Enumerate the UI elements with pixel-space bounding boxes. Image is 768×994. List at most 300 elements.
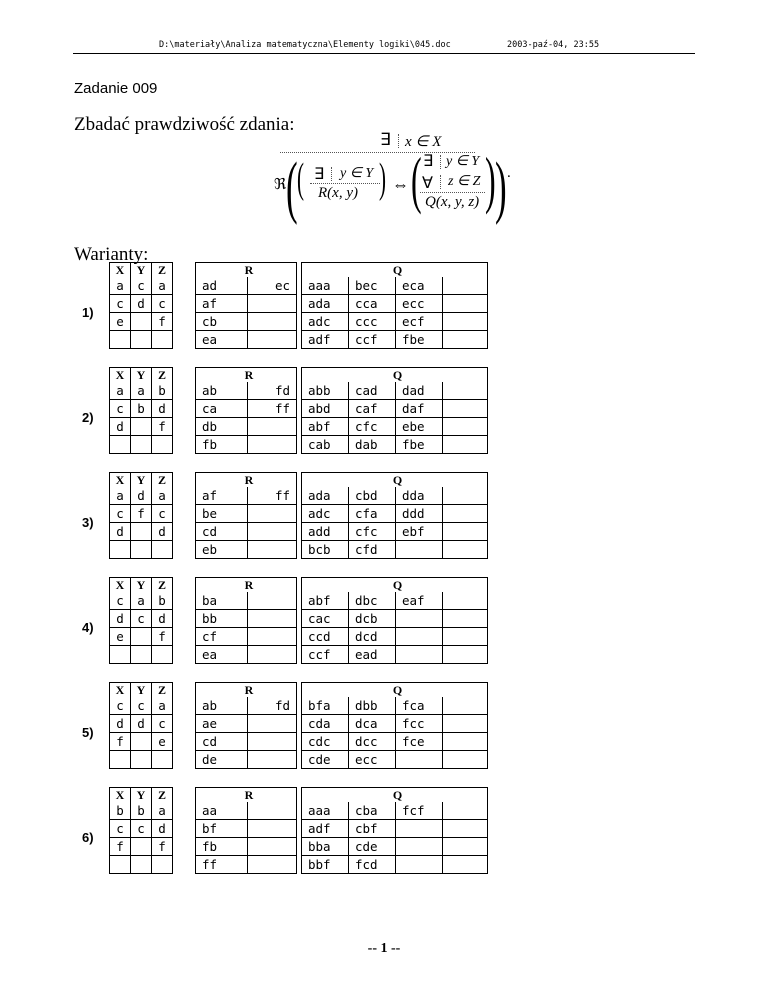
table-cell: adf [302, 331, 349, 349]
table-cell: b [131, 802, 152, 820]
table-cell: dda [396, 487, 443, 505]
table-cell: adc [302, 313, 349, 331]
table-cell [443, 277, 488, 295]
table-cell: bcb [302, 541, 349, 559]
col-header-r: R [196, 368, 297, 383]
table-row [302, 487, 488, 505]
table-row [196, 331, 297, 349]
table-cell: adf [302, 820, 349, 838]
table-cell: cd [196, 733, 248, 751]
table-row [302, 523, 488, 541]
table-cell: a [131, 592, 152, 610]
table-cell: ada [302, 487, 349, 505]
table-cell: c [110, 505, 131, 523]
file-date: 2003-paź-04, 23:55 [507, 40, 600, 50]
col-header-z: Z [152, 578, 173, 593]
col-header-r: R [196, 788, 297, 803]
col-header-z: Z [152, 683, 173, 698]
left-var: y ∈ Y [340, 166, 374, 181]
table-row [110, 820, 173, 838]
table-cell: d [152, 820, 173, 838]
r-table [195, 787, 297, 874]
table-cell: b [110, 802, 131, 820]
table-row [196, 820, 297, 838]
table-cell [131, 418, 152, 436]
variant-3 [74, 472, 694, 565]
table-cell: c [152, 715, 173, 733]
table-cell: fce [396, 733, 443, 751]
table-cell [248, 331, 297, 349]
table-row [196, 487, 297, 505]
table-cell: a [152, 802, 173, 820]
table-row [110, 628, 173, 646]
r-table [195, 367, 297, 454]
left-exists: ∃ [314, 166, 325, 183]
table-cell: d [152, 523, 173, 541]
table-cell: fcf [396, 802, 443, 820]
right-var1: y ∈ Y [446, 154, 480, 169]
table-cell [443, 820, 488, 838]
table-cell: ecf [396, 313, 443, 331]
table-row [196, 646, 297, 664]
q-table [301, 472, 488, 559]
table-row [196, 382, 297, 400]
table-cell [131, 313, 152, 331]
variant-number: 5) [82, 725, 94, 740]
variant-6 [74, 787, 694, 880]
table-cell: d [131, 295, 152, 313]
table-row [302, 592, 488, 610]
table-cell: d [131, 715, 152, 733]
table-cell: f [110, 733, 131, 751]
table-cell [443, 802, 488, 820]
variant-number: 3) [82, 515, 94, 530]
table-cell [396, 820, 443, 838]
table-row [196, 541, 297, 559]
table-cell: be [196, 505, 248, 523]
col-header-y: Y [131, 788, 152, 803]
table-cell [248, 592, 297, 610]
table-cell [131, 646, 152, 664]
table-cell: ccd [302, 628, 349, 646]
table-cell: add [302, 523, 349, 541]
table-row [196, 505, 297, 523]
col-header-q: Q [302, 788, 488, 803]
col-header-q: Q [302, 473, 488, 488]
col-header-q: Q [302, 578, 488, 593]
table-cell [152, 856, 173, 874]
table-row [196, 802, 297, 820]
table-cell [248, 628, 297, 646]
table-cell: cb [196, 313, 248, 331]
table-cell [110, 751, 131, 769]
table-cell: ecc [396, 295, 443, 313]
table-row [196, 856, 297, 874]
table-cell [248, 751, 297, 769]
table-cell: eaf [396, 592, 443, 610]
table-cell [248, 820, 297, 838]
table-cell: ff [248, 400, 297, 418]
table-row [196, 628, 297, 646]
col-header-q: Q [302, 683, 488, 698]
table-cell: cba [349, 802, 396, 820]
table-cell [396, 628, 443, 646]
col-header-x: X [110, 578, 131, 593]
table-cell: c [131, 610, 152, 628]
variant-number: 1) [82, 305, 94, 320]
table-cell [248, 802, 297, 820]
table-cell [110, 331, 131, 349]
table-row [302, 295, 488, 313]
table-cell: ccf [302, 646, 349, 664]
table-cell: c [152, 505, 173, 523]
table-row [302, 856, 488, 874]
table-row [302, 400, 488, 418]
q-table [301, 682, 488, 769]
neg-symbol: ℜ [274, 177, 287, 193]
col-header-z: Z [152, 263, 173, 278]
table-row [196, 400, 297, 418]
table-row [110, 523, 173, 541]
table-cell: e [110, 628, 131, 646]
table-row [110, 331, 173, 349]
col-header-x: X [110, 683, 131, 698]
table-row [196, 733, 297, 751]
table-cell: cab [302, 436, 349, 454]
col-header-z: Z [152, 368, 173, 383]
table-cell: c [131, 820, 152, 838]
table-cell: ebe [396, 418, 443, 436]
table-cell: bba [302, 838, 349, 856]
table-cell: f [152, 628, 173, 646]
q-table [301, 262, 488, 349]
table-row [302, 382, 488, 400]
table-cell: ba [196, 592, 248, 610]
table-cell: c [131, 277, 152, 295]
iff-symbol: ⇔ [392, 175, 409, 194]
table-cell: db [196, 418, 248, 436]
table-cell: c [110, 592, 131, 610]
variants-label: Warianty: [74, 244, 149, 265]
table-cell: d [110, 715, 131, 733]
col-header-y: Y [131, 683, 152, 698]
table-cell: cfa [349, 505, 396, 523]
variant-number: 4) [82, 620, 94, 635]
r-table [195, 262, 297, 349]
table-cell: c [152, 295, 173, 313]
q-table [301, 367, 488, 454]
table-row [110, 646, 173, 664]
table-cell [248, 505, 297, 523]
table-cell: cfc [349, 418, 396, 436]
outer-var: x ∈ X [405, 134, 442, 150]
table-cell [248, 436, 297, 454]
table-cell [443, 646, 488, 664]
header-rule [73, 53, 695, 54]
variant-1 [74, 262, 694, 355]
table-cell: b [152, 382, 173, 400]
table-cell: cdc [302, 733, 349, 751]
table-row [110, 715, 173, 733]
col-header-y: Y [131, 473, 152, 488]
table-cell [443, 436, 488, 454]
table-row [302, 733, 488, 751]
table-cell: abd [302, 400, 349, 418]
table-cell: ebf [396, 523, 443, 541]
table-row [110, 382, 173, 400]
table-cell: cda [302, 715, 349, 733]
variant-number: 6) [82, 830, 94, 845]
table-cell [152, 436, 173, 454]
table-cell: bf [196, 820, 248, 838]
table-cell [152, 541, 173, 559]
table-cell: cbd [349, 487, 396, 505]
table-cell [443, 715, 488, 733]
table-cell: fcc [396, 715, 443, 733]
table-cell: a [131, 382, 152, 400]
table-cell: cbf [349, 820, 396, 838]
col-header-q: Q [302, 368, 488, 383]
table-cell [248, 610, 297, 628]
table-cell: daf [396, 400, 443, 418]
table-cell [443, 610, 488, 628]
table-row [110, 733, 173, 751]
table-cell: dad [396, 382, 443, 400]
col-header-x: X [110, 368, 131, 383]
table-cell [152, 331, 173, 349]
col-header-r: R [196, 578, 297, 593]
table-cell: cd [196, 523, 248, 541]
table-cell: ccc [349, 313, 396, 331]
table-row [110, 751, 173, 769]
table-cell [248, 523, 297, 541]
table-row [196, 436, 297, 454]
table-cell: bfa [302, 697, 349, 715]
table-row [302, 505, 488, 523]
table-cell: c [131, 697, 152, 715]
col-header-x: X [110, 263, 131, 278]
table-cell: ecc [349, 751, 396, 769]
table-cell: e [110, 313, 131, 331]
table-cell [443, 400, 488, 418]
table-cell [248, 313, 297, 331]
table-row [110, 418, 173, 436]
table-cell: ff [196, 856, 248, 874]
table-row [196, 313, 297, 331]
col-header-y: Y [131, 368, 152, 383]
table-cell: c [110, 400, 131, 418]
table-cell: bb [196, 610, 248, 628]
table-cell [443, 331, 488, 349]
task-title: Zadanie 009 [74, 80, 158, 97]
table-cell [443, 313, 488, 331]
table-cell: aaa [302, 802, 349, 820]
table-cell: fca [396, 697, 443, 715]
table-cell [131, 838, 152, 856]
table-cell: ada [302, 295, 349, 313]
col-header-y: Y [131, 263, 152, 278]
table-row [196, 418, 297, 436]
xyz-table [109, 472, 173, 559]
table-row [196, 715, 297, 733]
col-header-x: X [110, 788, 131, 803]
table-cell: e [152, 733, 173, 751]
xyz-table [109, 787, 173, 874]
table-cell [248, 838, 297, 856]
table-row [302, 313, 488, 331]
table-cell: c [110, 820, 131, 838]
table-row [302, 436, 488, 454]
table-row [302, 751, 488, 769]
q-table [301, 787, 488, 874]
table-cell [396, 646, 443, 664]
table-cell [443, 751, 488, 769]
table-row [302, 541, 488, 559]
table-row [110, 697, 173, 715]
table-cell [396, 838, 443, 856]
table-row [110, 505, 173, 523]
table-cell [443, 382, 488, 400]
q-table [301, 577, 488, 664]
table-cell: abf [302, 418, 349, 436]
table-cell: a [152, 697, 173, 715]
table-cell: fcd [349, 856, 396, 874]
table-cell: abf [302, 592, 349, 610]
col-header-r: R [196, 683, 297, 698]
table-row [302, 715, 488, 733]
table-cell: d [152, 610, 173, 628]
table-cell [248, 646, 297, 664]
col-header-r: R [196, 473, 297, 488]
table-row [196, 295, 297, 313]
table-cell: dbc [349, 592, 396, 610]
table-row [110, 400, 173, 418]
table-cell: f [152, 838, 173, 856]
table-cell: fb [196, 436, 248, 454]
table-cell: eb [196, 541, 248, 559]
col-header-z: Z [152, 473, 173, 488]
table-row [302, 418, 488, 436]
table-cell: caf [349, 400, 396, 418]
table-cell: cac [302, 610, 349, 628]
table-cell: ad [196, 277, 248, 295]
table-cell [110, 436, 131, 454]
table-cell: de [196, 751, 248, 769]
table-cell: ddd [396, 505, 443, 523]
table-cell: ea [196, 331, 248, 349]
variant-number: 2) [82, 410, 94, 425]
table-row [110, 838, 173, 856]
table-cell: a [110, 487, 131, 505]
table-cell: bbf [302, 856, 349, 874]
table-cell: d [110, 610, 131, 628]
table-cell [443, 418, 488, 436]
file-path: D:\materiały\Analiza matematyczna\Elementy logiki\045.doc [159, 40, 451, 50]
table-row [302, 628, 488, 646]
table-row [302, 820, 488, 838]
table-cell [443, 541, 488, 559]
table-row [302, 610, 488, 628]
table-cell [248, 541, 297, 559]
right-exists: ∃ [423, 153, 434, 170]
table-cell [248, 418, 297, 436]
table-row [196, 610, 297, 628]
table-cell: f [152, 313, 173, 331]
table-cell: cf [196, 628, 248, 646]
table-cell [110, 856, 131, 874]
table-cell: b [152, 592, 173, 610]
table-row [196, 592, 297, 610]
table-row [110, 856, 173, 874]
table-cell: ccf [349, 331, 396, 349]
table-cell [248, 856, 297, 874]
table-cell: dcc [349, 733, 396, 751]
table-cell: fd [248, 697, 297, 715]
variant-5 [74, 682, 694, 775]
table-cell: dcb [349, 610, 396, 628]
table-cell: f [131, 505, 152, 523]
xyz-table [109, 577, 173, 664]
period: . [507, 165, 511, 181]
table-cell [110, 541, 131, 559]
table-cell [131, 523, 152, 541]
table-cell: dcd [349, 628, 396, 646]
table-cell: ab [196, 697, 248, 715]
table-cell: fb [196, 838, 248, 856]
table-cell [443, 505, 488, 523]
table-cell [131, 436, 152, 454]
table-cell: a [152, 277, 173, 295]
table-cell [131, 541, 152, 559]
table-cell [131, 628, 152, 646]
table-cell: fbe [396, 331, 443, 349]
table-cell [396, 541, 443, 559]
table-cell: f [110, 838, 131, 856]
table-row [110, 436, 173, 454]
table-cell: ea [196, 646, 248, 664]
table-row [110, 277, 173, 295]
table-row [110, 295, 173, 313]
right-pred: Q(x, y, z) [425, 194, 480, 210]
table-cell: a [110, 382, 131, 400]
table-cell: cfc [349, 523, 396, 541]
xyz-table [109, 682, 173, 769]
col-header-y: Y [131, 578, 152, 593]
table-row [302, 697, 488, 715]
table-cell: dab [349, 436, 396, 454]
table-row [196, 277, 297, 295]
table-cell: d [110, 523, 131, 541]
table-cell: ead [349, 646, 396, 664]
xyz-table [109, 367, 173, 454]
table-cell: aa [196, 802, 248, 820]
left-pred: R(x, y) [318, 185, 358, 201]
right-var2: z ∈ Z [448, 174, 481, 189]
r-table [195, 577, 297, 664]
table-cell: d [131, 487, 152, 505]
table-cell [152, 751, 173, 769]
table-cell [396, 610, 443, 628]
table-cell: cad [349, 382, 396, 400]
table-row [110, 541, 173, 559]
table-row [110, 592, 173, 610]
table-cell [248, 295, 297, 313]
table-cell: fbe [396, 436, 443, 454]
instruction: Zbadać prawdziwość zdania: [74, 114, 295, 135]
table-cell: af [196, 295, 248, 313]
table-cell: b [131, 400, 152, 418]
page-number: -- 1 -- [367, 941, 401, 956]
